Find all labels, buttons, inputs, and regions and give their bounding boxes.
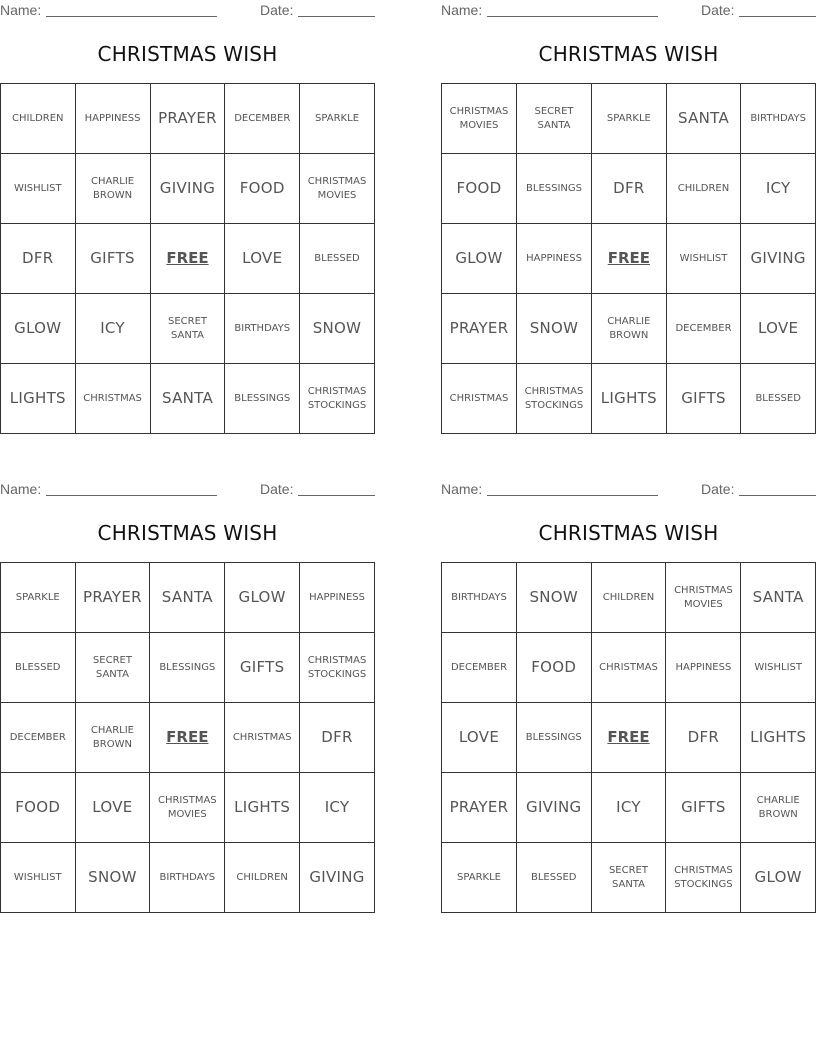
date-label: Date: <box>260 2 294 18</box>
bingo-cell[interactable]: GIVING <box>300 843 375 913</box>
bingo-cell[interactable]: SPARKLE <box>442 843 517 913</box>
bingo-cell[interactable]: PRAYER <box>150 84 225 154</box>
bingo-row <box>442 773 816 843</box>
bingo-cell[interactable]: BLESSED <box>741 364 816 434</box>
bingo-cell[interactable]: FOOD <box>516 633 591 703</box>
bingo-cell[interactable]: WISHLIST <box>1 154 76 224</box>
bingo-cell[interactable]: WISHLIST <box>741 633 816 703</box>
bingo-cell[interactable]: PRAYER <box>75 563 150 633</box>
bingo-cell[interactable]: LOVE <box>741 294 816 364</box>
bingo-cell[interactable]: SNOW <box>300 294 375 364</box>
bingo-row <box>1 843 375 913</box>
bingo-cell[interactable]: BLESSINGS <box>150 633 225 703</box>
bingo-cell[interactable]: DFR <box>592 154 667 224</box>
bingo-cell[interactable]: LIGHTS <box>592 364 667 434</box>
name-label: Name: <box>441 2 483 18</box>
bingo-cell[interactable]: SECRET SANTA <box>591 843 666 913</box>
bingo-cell[interactable]: BIRTHDAYS <box>225 294 300 364</box>
date-label: Date: <box>701 2 735 18</box>
bingo-cell[interactable]: GIVING <box>150 154 225 224</box>
bingo-cell[interactable]: CHRISTMAS STOCKINGS <box>300 364 375 434</box>
bingo-cell[interactable]: BIRTHDAYS <box>442 563 517 633</box>
bingo-row <box>1 703 375 773</box>
bingo-cell[interactable]: BLESSINGS <box>516 703 591 773</box>
bingo-row <box>1 224 375 294</box>
bingo-cell[interactable]: CHILDREN <box>591 563 666 633</box>
bingo-grid <box>0 562 375 913</box>
bingo-cell[interactable]: BLESSED <box>1 633 76 703</box>
free-space[interactable]: FREE <box>591 703 666 773</box>
bingo-cell[interactable]: GIFTS <box>666 364 741 434</box>
bingo-cell[interactable]: DFR <box>300 703 375 773</box>
bingo-cell[interactable]: ICY <box>300 773 375 843</box>
bingo-cell[interactable]: FOOD <box>1 773 76 843</box>
name-label: Name: <box>441 481 483 497</box>
date-blank-line <box>298 16 375 17</box>
bingo-cell[interactable]: SANTA <box>741 563 816 633</box>
bingo-cell[interactable]: SPARKLE <box>300 84 375 154</box>
bingo-cell[interactable]: BLESSINGS <box>517 154 592 224</box>
bingo-cell[interactable]: GLOW <box>225 563 300 633</box>
bingo-cell[interactable]: HAPPINESS <box>300 563 375 633</box>
free-space[interactable]: FREE <box>592 224 667 294</box>
bingo-cell[interactable]: CHRISTMAS STOCKINGS <box>666 843 741 913</box>
bingo-cell[interactable]: DECEMBER <box>666 294 741 364</box>
bingo-cell[interactable]: FOOD <box>442 154 517 224</box>
bingo-cell[interactable]: BLESSED <box>516 843 591 913</box>
bingo-row <box>442 703 816 773</box>
name-blank-line <box>487 495 658 496</box>
bingo-cell[interactable]: CHRISTMAS <box>75 364 150 434</box>
bingo-row <box>442 364 816 434</box>
bingo-cell[interactable]: SNOW <box>517 294 592 364</box>
date-blank-line <box>739 16 816 17</box>
bingo-cell[interactable]: SECRET SANTA <box>150 294 225 364</box>
bingo-row <box>1 563 375 633</box>
bingo-cell[interactable]: ICY <box>75 294 150 364</box>
date-label: Date: <box>260 481 294 497</box>
date-label: Date: <box>701 481 735 497</box>
bingo-cell[interactable]: HAPPINESS <box>517 224 592 294</box>
bingo-cell[interactable]: BLESSINGS <box>225 364 300 434</box>
bingo-cell[interactable]: DECEMBER <box>1 703 76 773</box>
bingo-row <box>442 294 816 364</box>
bingo-card <box>0 479 375 913</box>
bingo-cell[interactable]: SNOW <box>75 843 150 913</box>
bingo-cell[interactable]: HAPPINESS <box>666 633 741 703</box>
card-title: CHRISTMAS WISH <box>538 521 719 545</box>
card-header <box>441 479 816 501</box>
bingo-cell[interactable]: LOVE <box>442 703 517 773</box>
card-title: CHRISTMAS WISH <box>97 42 278 66</box>
bingo-cell[interactable]: BIRTHDAYS <box>150 843 225 913</box>
bingo-cell[interactable]: CHRISTMAS <box>591 633 666 703</box>
bingo-grid <box>0 83 375 434</box>
bingo-cell[interactable]: LOVE <box>75 773 150 843</box>
bingo-row <box>1 633 375 703</box>
bingo-grid <box>441 83 816 434</box>
bingo-row <box>1 364 375 434</box>
free-space[interactable]: FREE <box>150 224 225 294</box>
date-blank-line <box>739 495 816 496</box>
bingo-cell[interactable]: SANTA <box>666 84 741 154</box>
bingo-cell[interactable]: CHILDREN <box>666 154 741 224</box>
bingo-cell[interactable]: SPARKLE <box>592 84 667 154</box>
bingo-cell[interactable]: CHRISTMAS STOCKINGS <box>300 633 375 703</box>
bingo-cell[interactable]: SECRET SANTA <box>517 84 592 154</box>
bingo-cell[interactable]: PRAYER <box>442 773 517 843</box>
bingo-row <box>442 154 816 224</box>
card-header <box>0 479 375 501</box>
bingo-cell[interactable]: PRAYER <box>442 294 517 364</box>
bingo-cell[interactable]: SPARKLE <box>1 563 76 633</box>
bingo-row <box>442 633 816 703</box>
bingo-cell[interactable]: DECEMBER <box>225 84 300 154</box>
bingo-row <box>1 294 375 364</box>
bingo-card <box>441 479 816 913</box>
bingo-cell[interactable]: LIGHTS <box>1 364 76 434</box>
bingo-grid <box>441 562 816 913</box>
bingo-cell[interactable]: LIGHTS <box>225 773 300 843</box>
bingo-cell[interactable]: DECEMBER <box>442 633 517 703</box>
bingo-cell[interactable]: CHILDREN <box>225 843 300 913</box>
bingo-cell[interactable]: ICY <box>741 154 816 224</box>
bingo-row <box>442 843 816 913</box>
bingo-cell[interactable]: CHRISTMAS STOCKINGS <box>517 364 592 434</box>
bingo-row <box>1 773 375 843</box>
bingo-cell[interactable]: SNOW <box>516 563 591 633</box>
bingo-cell[interactable]: ICY <box>591 773 666 843</box>
free-space[interactable]: FREE <box>150 703 225 773</box>
bingo-cell[interactable]: CHARLIE BROWN <box>75 154 150 224</box>
name-label: Name: <box>0 2 42 18</box>
bingo-cell[interactable]: CHRISTMAS MOVIES <box>300 154 375 224</box>
bingo-cell[interactable]: HAPPINESS <box>75 84 150 154</box>
bingo-cell[interactable]: CHILDREN <box>1 84 76 154</box>
bingo-cell[interactable]: GLOW <box>1 294 76 364</box>
name-blank-line <box>46 495 217 496</box>
bingo-cell[interactable]: LIGHTS <box>741 703 816 773</box>
bingo-cell[interactable]: CHRISTMAS MOVIES <box>150 773 225 843</box>
name-label: Name: <box>0 481 42 497</box>
bingo-row <box>1 154 375 224</box>
bingo-row <box>442 84 816 154</box>
bingo-cell[interactable]: CHRISTMAS MOVIES <box>442 84 517 154</box>
bingo-cell[interactable]: SANTA <box>150 364 225 434</box>
bingo-cell[interactable]: GLOW <box>442 224 517 294</box>
bingo-card <box>441 0 816 434</box>
bingo-row <box>1 84 375 154</box>
card-title: CHRISTMAS WISH <box>538 42 719 66</box>
bingo-cell[interactable]: SECRET SANTA <box>75 633 150 703</box>
card-title: CHRISTMAS WISH <box>97 521 278 545</box>
bingo-cell[interactable]: GLOW <box>741 843 816 913</box>
bingo-row <box>442 224 816 294</box>
card-header <box>0 0 375 22</box>
bingo-cell[interactable]: WISHLIST <box>666 224 741 294</box>
bingo-cell[interactable]: FOOD <box>225 154 300 224</box>
bingo-cell[interactable]: CHARLIE BROWN <box>592 294 667 364</box>
name-blank-line <box>46 16 217 17</box>
bingo-cell[interactable]: BLESSED <box>300 224 375 294</box>
bingo-cell[interactable]: DFR <box>1 224 76 294</box>
bingo-cell[interactable]: SANTA <box>150 563 225 633</box>
bingo-cell[interactable]: LOVE <box>225 224 300 294</box>
bingo-cell[interactable]: GIVING <box>741 224 816 294</box>
bingo-cell[interactable]: CHARLIE BROWN <box>75 703 150 773</box>
bingo-cell[interactable]: CHRISTMAS <box>442 364 517 434</box>
bingo-cell[interactable]: GIFTS <box>75 224 150 294</box>
bingo-cell[interactable]: GIVING <box>516 773 591 843</box>
bingo-row <box>442 563 816 633</box>
bingo-cell[interactable]: GIFTS <box>225 633 300 703</box>
bingo-cell[interactable]: BIRTHDAYS <box>741 84 816 154</box>
bingo-cell[interactable]: GIFTS <box>666 773 741 843</box>
date-blank-line <box>298 495 375 496</box>
bingo-cell[interactable]: CHRISTMAS MOVIES <box>666 563 741 633</box>
bingo-cell[interactable]: CHARLIE BROWN <box>741 773 816 843</box>
bingo-cell[interactable]: CHRISTMAS <box>225 703 300 773</box>
card-header <box>441 0 816 22</box>
bingo-cell[interactable]: WISHLIST <box>1 843 76 913</box>
bingo-cell[interactable]: DFR <box>666 703 741 773</box>
name-blank-line <box>487 16 658 17</box>
bingo-card <box>0 0 375 434</box>
